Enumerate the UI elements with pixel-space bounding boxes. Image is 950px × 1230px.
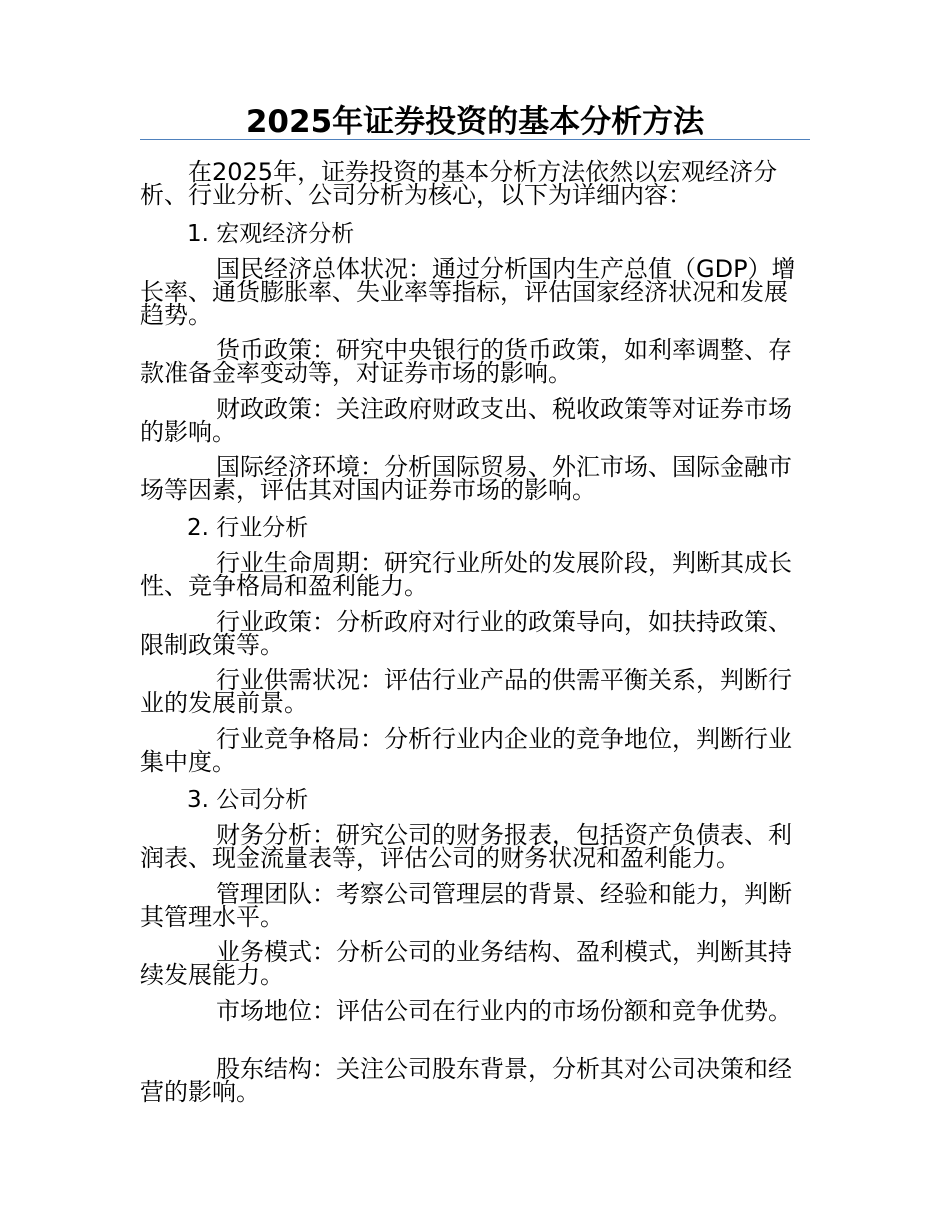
list-item: 市场地位：评估公司在行业内的市场份额和竞争优势。 [216,997,792,1025]
list-item: 行业生命周期：研究行业所处的发展阶段，判断其成长性、竞争格局和盈利能力。 [140,549,792,600]
list-item: 股东结构：关注公司股东背景，分析其对公司决策和经营的影响。 [140,1055,792,1106]
list-item: 行业竞争格局：分析行业内企业的竞争地位，判断行业集中度。 [140,725,792,776]
list-item: 行业政策：分析政府对行业的政策导向，如扶持政策、限制政策等。 [140,608,792,659]
section-heading-macro: 1. 宏观经济分析 [187,221,355,247]
list-item: 管理团队：考察公司管理层的背景、经验和能力，判断其管理水平。 [140,880,792,931]
section-heading-company: 3. 公司分析 [187,787,309,813]
title-underline [140,139,810,140]
list-item: 行业供需状况：评估行业产品的供需平衡关系，判断行业的发展前景。 [140,666,792,717]
list-item: 财务分析：研究公司的财务报表，包括资产负债表、利润表、现金流量表等，评估公司的财务状况和盈利能力。 [140,821,792,872]
list-item: 国际经济环境：分析国际贸易、外汇市场、国际金融市场等因素，评估其对国内证券市场的影响。 [140,453,792,504]
intro-paragraph: 在2025年，证券投资的基本分析方法依然以宏观经济分析、行业分析、公司分析为核心，以下为详细内容： [140,158,778,209]
section-heading-industry: 2. 行业分析 [187,515,309,541]
list-item: 国民经济总体状况：通过分析国内生产总值（GDP）增长率、通货膨胀率、失业率等指标，评估国家经济状况和发展趋势。 [140,255,796,329]
list-item: 业务模式：分析公司的业务结构、盈利模式，判断其持续发展能力。 [140,938,792,989]
list-item: 财政政策：关注政府财政支出、税收政策等对证券市场的影响。 [140,395,792,446]
document-title: 2025年证券投资的基本分析方法 [245,104,705,140]
list-item: 货币政策：研究中央银行的货币政策，如利率调整、存款准备金率变动等，对证券市场的影响。 [140,336,792,387]
